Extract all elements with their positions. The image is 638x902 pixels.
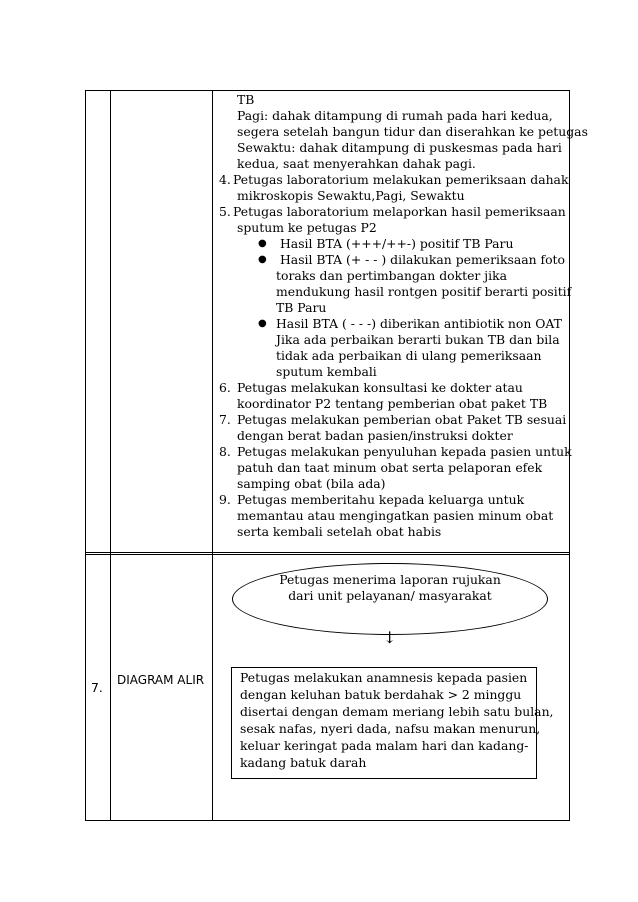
flow-process-text: sesak nafas, nyeri dada, nafsu makan menurun, xyxy=(240,721,541,736)
bullet-icon: ● xyxy=(258,318,267,329)
procedure-line: Sewaktu: dahak ditampung di puskesmas pada hari xyxy=(237,140,562,155)
step-text: Petugas laboratorium melakukan pemeriksaan dahak xyxy=(233,172,569,187)
row-divider xyxy=(86,552,569,555)
bullet-text: tidak ada perbaikan di ulang pemeriksaan xyxy=(276,348,542,363)
step-number: 4. xyxy=(219,172,231,187)
flow-process-text: dengan keluhan batuk berdahak > 2 minggu xyxy=(240,687,522,702)
step-text: Petugas melakukan konsultasi ke dokter atau xyxy=(237,380,523,395)
step-text: koordinator P2 tentang pemberian obat paket TB xyxy=(237,396,548,411)
step-text: Petugas laboratorium melaporkan hasil pemeriksaan xyxy=(233,204,566,219)
flow-start-text: Petugas menerima laporan rujukan xyxy=(279,572,501,587)
flow-process-text: kadang batuk darah xyxy=(240,755,367,770)
bullet-icon: ● xyxy=(258,238,267,249)
flow-start-text: dari unit pelayanan/ masyarakat xyxy=(288,588,492,603)
step-text: Petugas melakukan penyuluhan kepada pasien untuk xyxy=(237,444,572,459)
step-text: patuh dan taat minum obat serta pelaporan efek xyxy=(237,460,543,475)
bullet-text: Hasil BTA (+++/++-) positif TB Paru xyxy=(280,236,514,251)
bullet-text: sputum kembali xyxy=(276,364,377,379)
bullet-text: Hasil BTA (+ - - ) dilakukan pemeriksaan foto xyxy=(280,252,565,267)
step-text: sputum ke petugas P2 xyxy=(237,220,377,235)
bullet-icon: ● xyxy=(258,254,267,265)
arrow-down-icon: ↓ xyxy=(383,628,397,647)
column-divider-number xyxy=(110,91,111,820)
step-number: 5. xyxy=(219,204,231,219)
column-divider-label xyxy=(212,91,213,820)
step-text: Petugas memberitahu kepada keluarga untuk xyxy=(237,492,525,507)
step-number: 7. xyxy=(219,412,231,427)
step-text: dengan berat badan pasien/instruksi dokter xyxy=(237,428,513,443)
bullet-text: Jika ada perbaikan berarti bukan TB dan bila xyxy=(276,332,560,347)
step-number: 9. xyxy=(219,492,231,507)
step-text: Petugas melakukan pemberian obat Paket TB sesuai xyxy=(237,412,567,427)
step-text: serta kembali setelah obat habis xyxy=(237,524,442,539)
procedure-line: segera setelah bangun tidur dan diserahkan ke petugas xyxy=(237,124,588,139)
flow-process-text: disertai dengan demam meriang lebih satu bulan, xyxy=(240,704,554,719)
procedure-line: kedua, saat menyerahkan dahak pagi. xyxy=(237,156,476,171)
step-text: mikroskopis Sewaktu,Pagi, Sewaktu xyxy=(237,188,465,203)
flow-process-text: keluar keringat pada malam hari dan kadang- xyxy=(240,738,529,753)
bullet-text: Hasil BTA ( - - -) diberikan antibiotik non OAT xyxy=(276,316,562,331)
row-number: 7. xyxy=(91,680,103,695)
step-number: 6. xyxy=(219,380,231,395)
procedure-line: TB xyxy=(237,92,255,107)
step-number: 8. xyxy=(219,444,231,459)
row-label: DIAGRAM ALIR xyxy=(117,673,205,687)
step-text: memantau atau mengingatkan pasien minum obat xyxy=(237,508,554,523)
bullet-text: TB Paru xyxy=(276,300,327,315)
bullet-text: mendukung hasil rontgen positif berarti positif xyxy=(276,284,572,299)
bullet-text: toraks dan pertimbangan dokter jika xyxy=(276,268,507,283)
step-text: samping obat (bila ada) xyxy=(237,476,386,491)
flow-process-text: Petugas melakukan anamnesis kepada pasien xyxy=(240,670,528,685)
procedure-line: Pagi: dahak ditampung di rumah pada hari kedua, xyxy=(237,108,553,123)
